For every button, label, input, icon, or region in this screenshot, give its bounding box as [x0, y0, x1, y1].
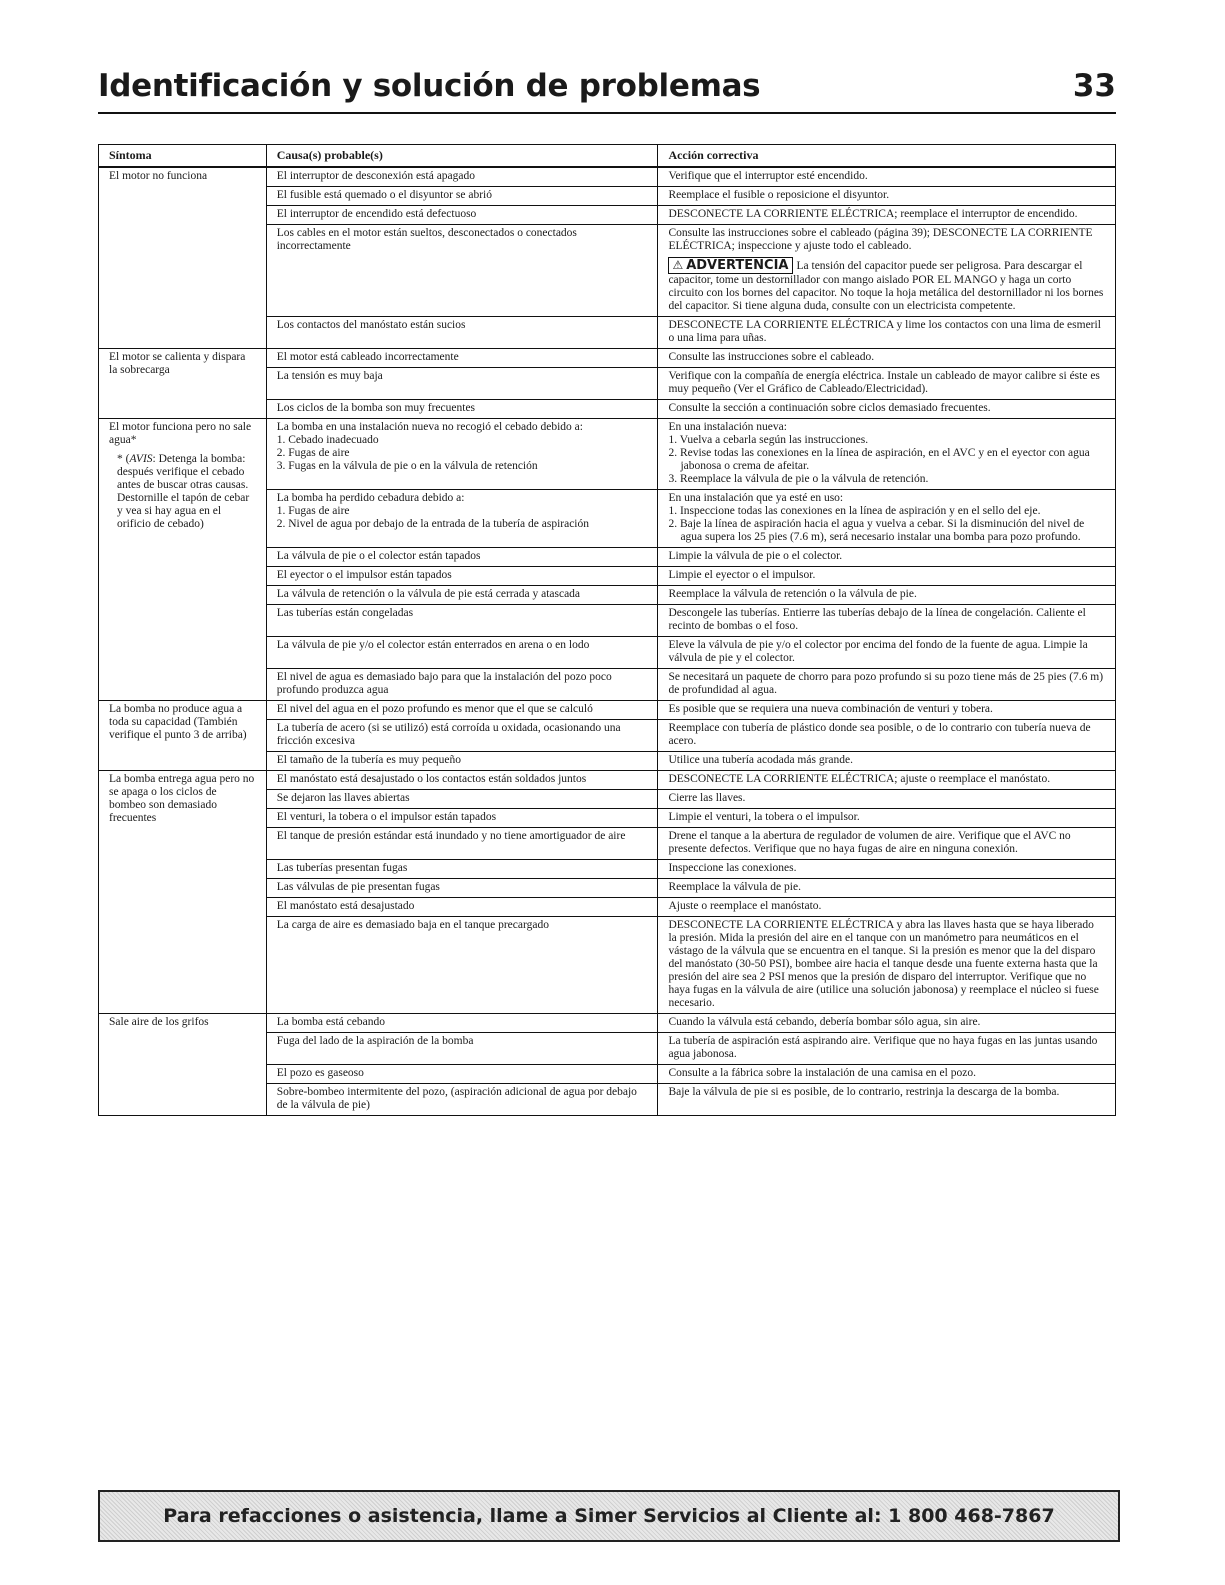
column-header-symptom: Síntoma — [99, 145, 267, 168]
action-text: Inspeccione las conexiones. — [668, 862, 797, 874]
symptom-cell — [99, 167, 267, 349]
cause-text: El tanque de presión estándar está inundado y no tiene amortiguador de aire — [276, 830, 626, 842]
action-text: Limpie el venturi, la tobera o el impulsor. — [668, 811, 860, 823]
action-cell — [658, 1065, 1116, 1084]
action-list — [668, 505, 1105, 544]
cause-text: El tamaño de la tubería es muy pequeño — [276, 754, 461, 766]
cause-cell — [266, 225, 658, 317]
table-row — [99, 167, 1116, 187]
cause-cell — [266, 317, 658, 349]
warning-badge — [668, 257, 792, 274]
cause-text: La válvula de pie o el colector están tapados — [276, 550, 481, 562]
action-cell — [658, 752, 1116, 771]
cause-cell — [266, 1014, 658, 1033]
action-list-item: 1. Inspeccione todas las conexiones en la línea de aspiración y en el sello del eje. — [668, 505, 1041, 517]
action-cell — [658, 637, 1116, 669]
cause-text: La tensión es muy baja — [276, 370, 383, 382]
symptom-cell — [99, 1014, 267, 1116]
cause-cell — [266, 790, 658, 809]
cause-text: El fusible está quemado o el disyuntor se abrió — [276, 189, 492, 201]
action-cell — [658, 860, 1116, 879]
column-header-cause: Causa(s) probable(s) — [266, 145, 658, 168]
cause-text: La válvula de retención o la válvula de pie está cerrada y atascada — [276, 588, 581, 600]
action-text: Se necesitará un paquete de chorro para pozo profundo si su pozo tiene más de 25 pies (7.6 m) de profundidad al agua. — [668, 671, 1104, 696]
cause-cell — [266, 368, 658, 400]
action-text: Limpie la válvula de pie o el colector. — [668, 550, 843, 562]
symptom-text: El motor no funciona — [109, 170, 208, 182]
action-cell — [658, 809, 1116, 828]
action-cell — [658, 790, 1116, 809]
cause-cell — [266, 586, 658, 605]
cause-cell — [266, 548, 658, 567]
action-cell — [658, 1014, 1116, 1033]
action-text: Drene el tanque a la abertura de regulador de volumen de aire. Verifique que el AVC no presente defectos. Verifique que no haya fugas de aire en ninguna conexión. — [668, 830, 1071, 855]
cause-text: La carga de aire es demasiado baja en el tanque precargado — [276, 919, 549, 931]
cause-text: El motor está cableado incorrectamente — [276, 351, 459, 363]
action-text: Ajuste o reemplace el manóstato. — [668, 900, 822, 912]
warning-text: La tensión del capacitor puede ser peligrosa. Para descargar el capacitor, tome un destornillador con mango aislado POR EL MANGO y haga un corto circuito con los bornes del capacitor. No toque la hoja metálica del destornillador ni los bornes del capacitor. Si tiene alguna duda, consulte con un electricista competente. — [668, 260, 1104, 312]
cause-cell — [266, 879, 658, 898]
cause-list-item: 2. Fugas de aire — [276, 447, 350, 459]
action-cell — [658, 490, 1116, 548]
cause-cell — [266, 206, 658, 225]
cause-list-item: 1. Cebado inadecuado — [276, 434, 379, 446]
cause-text: Sobre-bombeo intermitente del pozo, (aspiración adicional de agua por debajo de la válvula de pie) — [276, 1086, 637, 1111]
action-text: Reemplace la válvula de retención o la válvula de pie. — [668, 588, 917, 600]
cause-cell — [266, 349, 658, 368]
cause-cell — [266, 400, 658, 419]
action-cell — [658, 1084, 1116, 1116]
action-cell — [658, 368, 1116, 400]
cause-text: El interruptor de desconexión está apagado — [276, 170, 476, 182]
table-row — [99, 419, 1116, 490]
cause-text: El eyector o el impulsor están tapados — [276, 569, 452, 581]
cause-text: El manóstato está desajustado o los contactos están soldados juntos — [276, 773, 587, 785]
cause-text: La bomba está cebando — [276, 1016, 385, 1028]
cause-cell — [266, 637, 658, 669]
action-cell — [658, 1033, 1116, 1065]
cause-text: Se dejaron las llaves abiertas — [276, 792, 410, 804]
action-cell — [658, 225, 1116, 317]
cause-text: Fuga del lado de la aspiración de la bomba — [276, 1035, 474, 1047]
action-text: Verifique que el interruptor esté encendido. — [668, 170, 868, 182]
cause-text: Los ciclos de la bomba son muy frecuentes — [276, 402, 476, 414]
troubleshooting-table — [98, 144, 1116, 1116]
symptom-cell — [99, 701, 267, 771]
cause-list-item: 2. Nivel de agua por debajo de la entrada de la tubería de aspiración — [276, 518, 589, 530]
cause-text: Los cables en el motor están sueltos, desconectados o conectados incorrectamente — [276, 227, 577, 252]
action-text: Cierre las llaves. — [668, 792, 746, 804]
symptom-text: Sale aire de los grifos — [109, 1016, 209, 1028]
symptom-text: El motor funciona pero no sale agua* — [109, 421, 252, 446]
cause-cell — [266, 701, 658, 720]
action-cell — [658, 206, 1116, 225]
action-cell — [658, 828, 1116, 860]
table-header-row — [99, 145, 1116, 168]
action-text: DESCONECTE LA CORRIENTE ELÉCTRICA; ajuste o reemplace el manóstato. — [668, 773, 1051, 785]
cause-cell — [266, 669, 658, 701]
note-text: : Detenga la bomba: después verifique el cebado antes de buscar otras causas. Destornille el tapón de cebar y vea si hay agua en el orificio de cebado) — [117, 453, 250, 530]
cause-cell — [266, 771, 658, 790]
cause-text: El manóstato está desajustado — [276, 900, 415, 912]
action-text: Utilice una tubería acodada más grande. — [668, 754, 853, 766]
symptom-text: La bomba entrega agua pero no se apaga o los ciclos de bombeo son demasiado frecuentes — [109, 773, 255, 824]
action-cell — [658, 567, 1116, 586]
cause-text: La bomba en una instalación nueva no recogió el cebado debido a: — [276, 421, 583, 433]
cause-text: Las tuberías están congeladas — [276, 607, 414, 619]
action-list — [668, 434, 1105, 486]
symptom-text: El motor se calienta y dispara la sobrecarga — [109, 351, 246, 376]
footer-text: Para refacciones o asistencia, llame a Simer Servicios al Cliente al: 1 800 468-7867 — [163, 1505, 1055, 1527]
cause-list-item: 3. Fugas en la válvula de pie o en la válvula de retención — [276, 460, 538, 472]
action-cell — [658, 898, 1116, 917]
cause-cell — [266, 167, 658, 187]
cause-cell — [266, 1084, 658, 1116]
action-text: Consulte las instrucciones sobre el cableado. — [668, 351, 875, 363]
action-list-item: 2. Revise todas las conexiones en la línea de aspiración, en el AVC y en el eyector con agua jabonosa o crema de afeitar. — [668, 447, 1090, 472]
cause-cell — [266, 860, 658, 879]
action-text: DESCONECTE LA CORRIENTE ELÉCTRICA; reemplace el interruptor de encendido. — [668, 208, 1078, 220]
cause-cell — [266, 1065, 658, 1084]
action-text: Eleve la válvula de pie y/o el colector por encima del fondo de la fuente de agua. Limpie la válvula de pie y el colector. — [668, 639, 1088, 664]
action-text: En una instalación nueva: — [668, 421, 787, 433]
action-text: Verifique con la compañía de energía eléctrica. Instale un cableado de mayor calibre si éste es muy pequeño (Ver el Gráfico de Cableado/Electricidad). — [668, 370, 1100, 395]
cause-text: Las válvulas de pie presentan fugas — [276, 881, 440, 893]
cause-text: Los contactos del manóstato están sucios — [276, 319, 466, 331]
column-header-action: Acción correctiva — [658, 145, 1116, 168]
table-body — [99, 167, 1116, 1116]
note-prefix: * ( — [117, 453, 130, 465]
action-list-item: 2. Baje la línea de aspiración hacia el agua y vuelva a cebar. Si la disminución del nivel de agua supera los 25 pies (7.6 m), será necesario instalar una bomba para pozo profundo. — [668, 518, 1085, 543]
cause-text: La válvula de pie y/o el colector están enterrados en arena o en lodo — [276, 639, 590, 651]
action-list-item: 1. Vuelva a cebarla según las instrucciones. — [668, 434, 869, 446]
action-list-item: 3. Reemplace la válvula de pie o la válvula de retención. — [668, 473, 929, 485]
cause-cell — [266, 917, 658, 1014]
cause-cell — [266, 187, 658, 206]
action-text: Baje la válvula de pie si es posible, de lo contrario, restrinja la descarga de la bomba. — [668, 1086, 1060, 1098]
action-cell — [658, 879, 1116, 898]
cause-cell — [266, 898, 658, 917]
action-text: La tubería de aspiración está aspirando aire. Verifique que no haya fugas en las juntas usando agua jabonosa. — [668, 1035, 1098, 1060]
action-cell — [658, 917, 1116, 1014]
table-row — [99, 1014, 1116, 1033]
action-cell — [658, 400, 1116, 419]
action-text: Es posible que se requiera una nueva combinación de venturi y tobera. — [668, 703, 993, 715]
cause-text: El nivel del agua en el pozo profundo es menor que el que se calculó — [276, 703, 593, 715]
cause-text: La bomba ha perdido cebadura debido a: — [276, 492, 465, 504]
action-text: Reemplace con tubería de plástico donde sea posible, o de lo contrario con tubería nueva de acero. — [668, 722, 1091, 747]
action-text: DESCONECTE LA CORRIENTE ELÉCTRICA y abra las llaves hasta que se haya liberado la presión. Mida la presión del aire en el tanque con un manómetro para neumáticos en el vástago de la válvula que se encuentra en el tanque. Si la presión es menor que la del disparo del manóstato (30-50 PSI), bombee aire hacia el tanque desde una fuente externa hasta que la presión del aire sea 2 PSI menos que la presión de disparo del interruptor. Verifique que no haya fugas en la válvula de aire (utilice una solución jabonosa) y reemplace el núcleo si fuese necesario. — [668, 919, 1099, 1009]
cause-text: El interruptor de encendido está defectuoso — [276, 208, 477, 220]
action-text: Reemplace la válvula de pie. — [668, 881, 801, 893]
action-text: Cuando la válvula está cebando, debería bombar sólo agua, sin aire. — [668, 1016, 981, 1028]
symptom-text: La bomba no produce agua a toda su capacidad (También verifique el punto 3 de arriba) — [109, 703, 247, 741]
cause-text: La tubería de acero (si se utilizó) está corroída u oxidada, ocasionando una fricción excesiva — [276, 722, 621, 747]
cause-cell — [266, 1033, 658, 1065]
cause-cell — [266, 419, 658, 490]
symptom-cell — [99, 349, 267, 419]
action-text: DESCONECTE LA CORRIENTE ELÉCTRICA y lime los contactos con una lima de esmeril o una lima para uñas. — [668, 319, 1101, 344]
symptom-note — [109, 453, 256, 531]
action-cell — [658, 317, 1116, 349]
cause-text: El nivel de agua es demasiado bajo para que la instalación del pozo poco profundo produzca agua — [276, 671, 612, 696]
footer-banner — [98, 1490, 1120, 1542]
warning-block — [668, 257, 1105, 313]
table-row — [99, 349, 1116, 368]
table-row — [99, 771, 1116, 790]
action-cell — [658, 771, 1116, 790]
action-text: Consulte la sección a continuación sobre ciclos demasiado frecuentes. — [668, 402, 991, 414]
action-text: En una instalación que ya esté en uso: — [668, 492, 844, 504]
action-cell — [658, 167, 1116, 187]
note-avis: AVIS — [129, 453, 153, 465]
cause-cell — [266, 752, 658, 771]
page-title: Identificación y solución de problemas — [98, 68, 761, 104]
action-text: Limpie el eyector o el impulsor. — [668, 569, 816, 581]
action-cell — [658, 720, 1116, 752]
cause-cell — [266, 490, 658, 548]
action-text: Reemplace el fusible o reposicione el disyuntor. — [668, 189, 890, 201]
action-cell — [658, 701, 1116, 720]
action-cell — [658, 605, 1116, 637]
cause-list — [277, 505, 648, 531]
action-cell — [658, 349, 1116, 368]
action-cell — [658, 419, 1116, 490]
warning-label: ADVERTENCIA — [686, 258, 789, 273]
cause-text: Las tuberías presentan fugas — [276, 862, 408, 874]
action-text: Descongele las tuberías. Entierre las tuberías debajo de la línea de congelación. Caliente el recinto de bombas o el foso. — [668, 607, 1086, 632]
cause-list-item: 1. Fugas de aire — [276, 505, 350, 517]
cause-list — [277, 434, 648, 473]
page-header — [98, 66, 1116, 114]
cause-cell — [266, 828, 658, 860]
table-row — [99, 701, 1116, 720]
symptom-cell — [99, 771, 267, 1014]
action-cell — [658, 187, 1116, 206]
action-cell — [658, 548, 1116, 567]
action-cell — [658, 586, 1116, 605]
action-cell — [658, 669, 1116, 701]
action-text: Consulte las instrucciones sobre el cableado (página 39); DESCONECTE LA CORRIENTE ELÉCTRICA; inspeccione y ajuste todo el cableado. — [668, 227, 1093, 252]
page-number: 33 — [1072, 68, 1116, 104]
cause-text: El pozo es gaseoso — [276, 1067, 364, 1079]
cause-cell — [266, 809, 658, 828]
cause-cell — [266, 720, 658, 752]
cause-cell — [266, 605, 658, 637]
warning-icon: ⚠ — [672, 258, 684, 272]
action-text: Consulte a la fábrica sobre la instalación de una camisa en el pozo. — [668, 1067, 976, 1079]
symptom-cell — [99, 419, 267, 701]
cause-cell — [266, 567, 658, 586]
cause-text: El venturi, la tobera o el impulsor están tapados — [276, 811, 497, 823]
